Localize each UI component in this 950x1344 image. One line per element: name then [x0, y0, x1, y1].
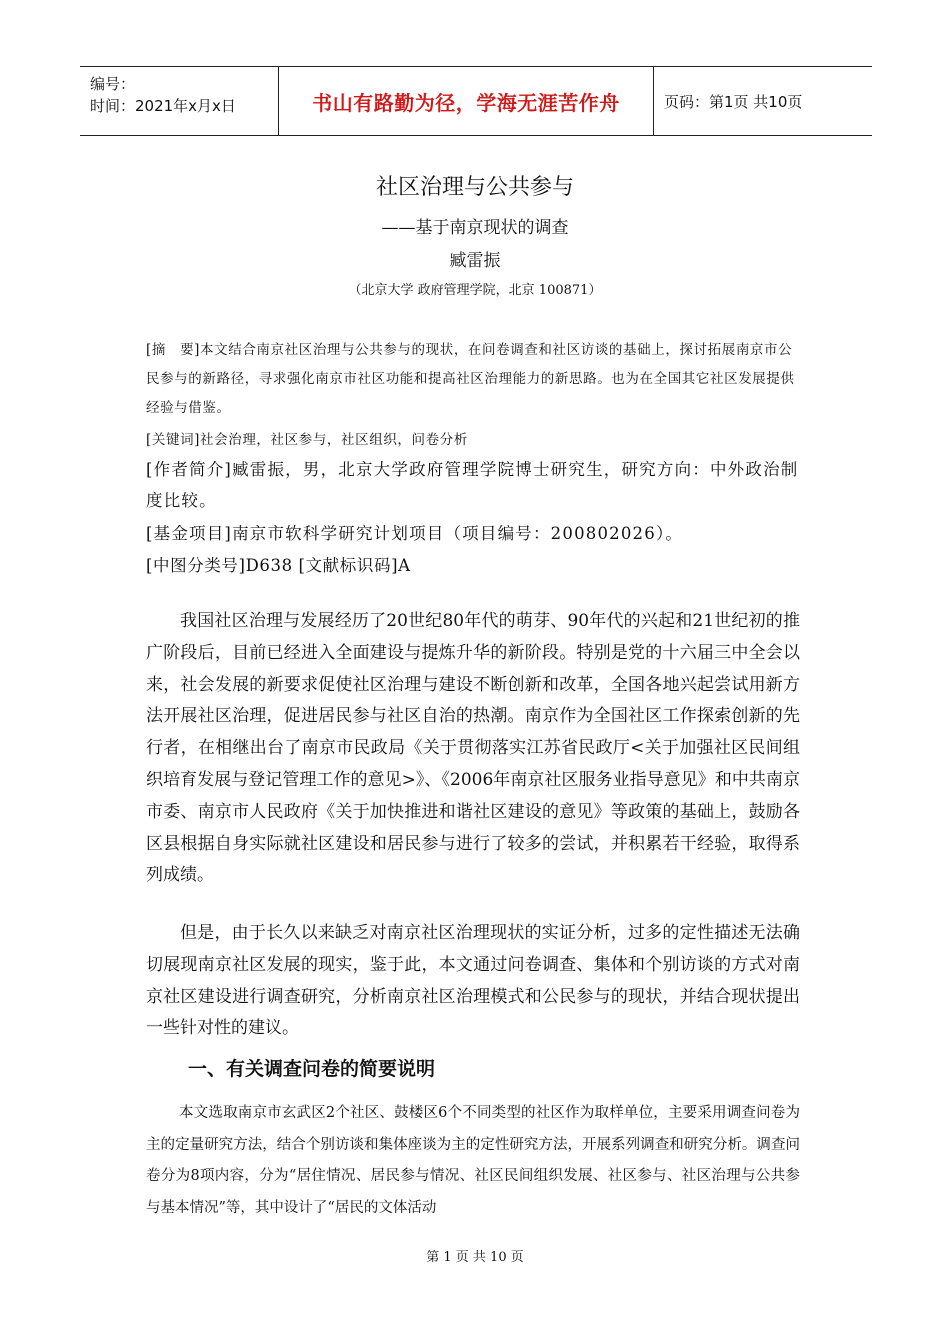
- author-info: [作者简介]臧雷振，男，北京大学政府管理学院博士研究生，研究方向：中外政治制度比较。: [146, 460, 799, 510]
- author-affiliation: （北京大学 政府管理学院，北京 100871）: [348, 283, 602, 298]
- header-meta: [80, 67, 279, 135]
- page-header: [80, 66, 872, 136]
- document-title: 社区治理与公共参与: [375, 175, 574, 200]
- document-author: 臧雷振: [449, 251, 501, 271]
- abstract: [摘 要]本文结合南京社区治理与公共参与的现状，在问卷调查和社区访谈的基础上，探讨拓展南京市公民参与的新路径，寻求强化南京市社区功能和提高社区治理能力的新思路。也为在全国其它社区发展提供经验与借鉴。: [146, 342, 795, 416]
- header-number: 编号：: [90, 75, 136, 93]
- classification-info: [中图分类号]D638 [文献标识码]A: [146, 556, 411, 575]
- body-paragraph-2: 但是，由于长久以来缺乏对南京社区治理现状的实证分析，过多的定性描述无法确切展现南京社区发展的现实，鉴于此，本文通过问卷调查、集体和个别访谈的方式对南京社区建设进行调查研究，分析南京社区治理模式和公民参与的现状，并结合现状提出一些针对性的建议。: [146, 923, 800, 1039]
- keywords: [关键词]社会治理，社区参与，社区组织，问卷分析: [146, 432, 468, 448]
- body-paragraph-1: 我国社区治理与发展经历了20世纪80年代的萌芽、90年代的兴起和21世纪初的推广阶段后，目前已经进入全面建设与提炼升华的新阶段。特别是党的十六届三中全会以来，社会发展的新要求促使社区治理与建设不断创新和改革，全国各地兴起尝试用新方法开展社区治理，促进居民参与社区自治的热潮。南京作为全国社区工作探索创新的先行者，在相继出台了南京市民政局《关于贯彻落实江苏省民政厅<关于加强社区民间组织培育发展与登记管理工作的意见>》、《2006年南京社区服务业指导意见》和中共南京市委、南京市人民政府《关于加快推进和谐社区建设的意见》等政策的基础上，鼓励各区县根据自身实际就社区建设和居民参与进行了较多的尝试，并积累若干经验，取得系列成绩。: [146, 611, 800, 886]
- section-heading: 一、有关调查问卷的简要说明: [188, 1058, 436, 1080]
- fund-info: [基金项目]南京市软科学研究计划项目（项目编号：200802026）。: [146, 524, 684, 543]
- page-footer: 第 1 页 共 10 页: [426, 1250, 524, 1265]
- section-paragraph: 本文选取南京市玄武区2个社区、鼓楼区6个不同类型的社区作为取样单位，主要采用调查问卷为主的定量研究方法，结合个别访谈和集体座谈为主的定性研究方法，开展系列调查和研究分析。调查问卷分为8项内容，分为“居住情况、居民参与情况、社区民间组织发展、社区参与、社区治理与公共参与基本情况”等，其中设计了“居民的文体活动: [146, 1105, 800, 1216]
- header-page-number: 页码：第1页 共10页: [664, 92, 803, 111]
- header-time: 时间：2021年x月x日: [90, 97, 236, 115]
- header-motto: 书山有路勤为径，学海无涯苦作舟: [279, 67, 654, 135]
- document-subtitle: ——基于南京现状的调查: [381, 218, 569, 238]
